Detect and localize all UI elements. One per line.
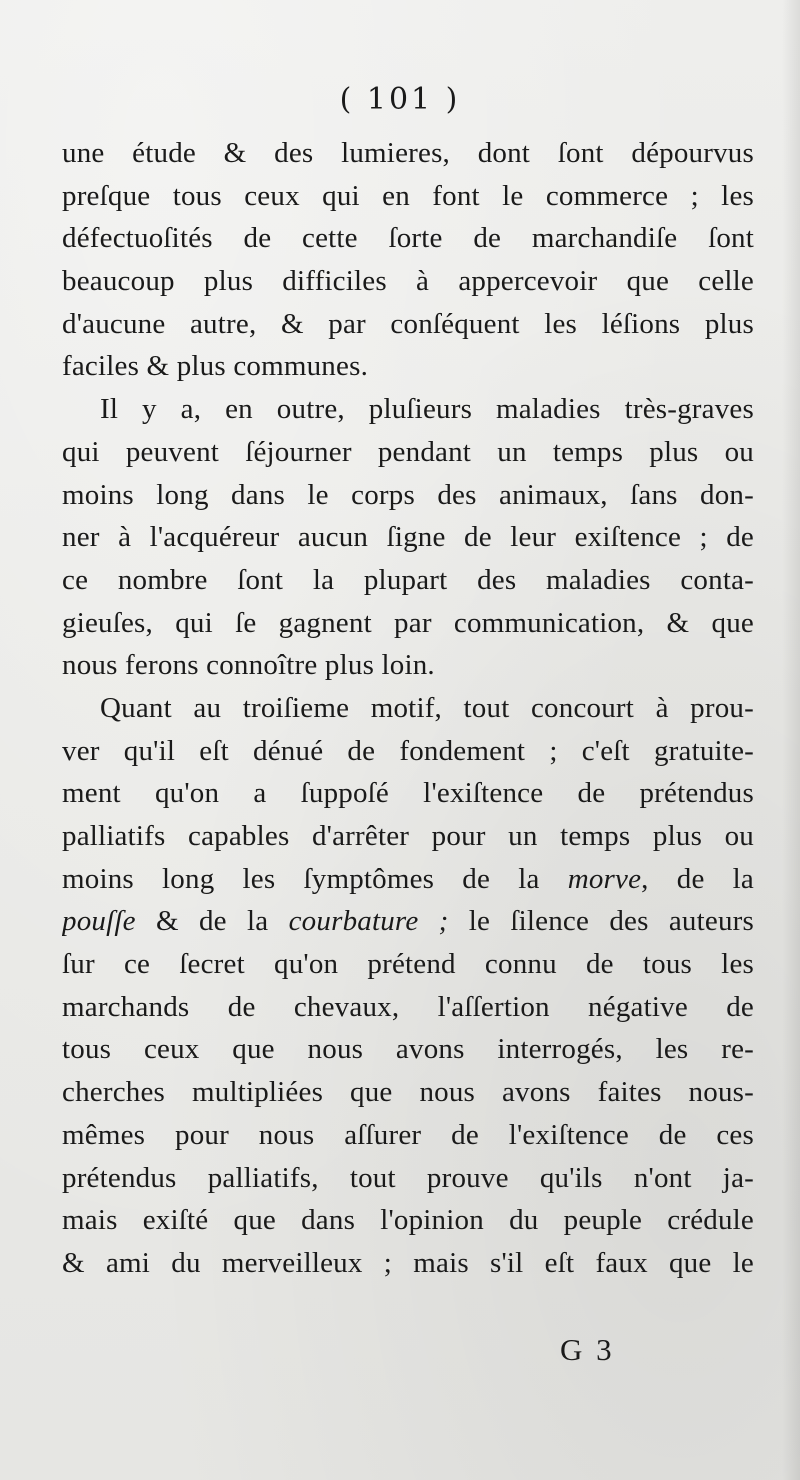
- text-line: une étude & des lumieres, dont ſont dépourvus: [62, 137, 754, 169]
- italic-term-morve: morve: [567, 862, 642, 895]
- text-segment: , de la: [641, 862, 754, 895]
- text-line-with-italics: [62, 858, 754, 901]
- text-segment: & de la: [135, 905, 289, 938]
- text-line-paragraph-start: Il y a, en outre, pluſieurs maladies très-graves: [100, 393, 754, 426]
- page-number: ( 101 ): [339, 82, 461, 117]
- text-line: beaucoup plus difficiles à appercevoir que celle: [62, 265, 754, 298]
- text-line: ver qu'il eſt dénué de fondement ; c'eſt gratuite-: [62, 734, 754, 767]
- text-line: moins long dans le corps des animaux, ſans don-: [62, 478, 754, 511]
- text-line: preſque tous ceux qui en font le commerce ; les: [62, 179, 754, 212]
- text-line: défectuoſités de cette ſorte de marchandiſe ſont: [62, 222, 754, 255]
- text-line: ment qu'on a ſuppoſé l'exiſtence de prétendus: [62, 777, 754, 810]
- text-segment: le ſilence des auteurs: [448, 905, 754, 938]
- text-line: d'aucune autre, & par conſéquent les léſions plus: [62, 307, 754, 340]
- text-line: tous ceux que nous avons interrogés, les re-: [62, 1033, 754, 1066]
- signature-mark: G 3: [560, 1332, 615, 1367]
- text-line: & ami du merveilleux ; mais s'il eſt faux que le: [62, 1246, 754, 1279]
- text-line: mêmes pour nous aſſurer de l'exiſtence de ces: [62, 1118, 754, 1151]
- text-line: gieuſes, qui ſe gagnent par communication, & que: [62, 606, 754, 639]
- text-line: prétendus palliatifs, tout prouve qu'ils n'ont ja-: [62, 1161, 754, 1194]
- body-text: [62, 132, 754, 1285]
- text-line: faciles & plus communes.: [62, 350, 369, 383]
- text-line: ce nombre ſont la plupart des maladies conta-: [62, 563, 754, 596]
- italic-term-pousse: pouſſe: [62, 905, 136, 938]
- text-line: marchands de chevaux, l'aſſertion négative de: [62, 990, 754, 1023]
- text-line: mais exiſté que dans l'opinion du peuple crédule: [62, 1204, 754, 1237]
- text-line-with-italics: [62, 900, 754, 943]
- text-line: palliatifs capables d'arrêter pour un temps plus ou: [62, 820, 754, 852]
- text-line-paragraph-start: Quant au troiſieme motif, tout concourt à prou-: [100, 691, 754, 724]
- text-line: qui peuvent ſéjourner pendant un temps plus ou: [62, 435, 754, 468]
- text-segment: moins long les ſymptômes de la: [62, 862, 540, 895]
- text-line: cherches multipliées que nous avons faites nous-: [62, 1076, 754, 1109]
- italic-term-courbature: courbature ;: [288, 905, 449, 938]
- text-line: nous ferons connoître plus loin.: [62, 649, 435, 682]
- text-line: ſur ce ſecret qu'on prétend connu de tous les: [62, 948, 754, 981]
- text-line: ner à l'acquéreur aucun ſigne de leur exiſtence ; de: [62, 521, 754, 554]
